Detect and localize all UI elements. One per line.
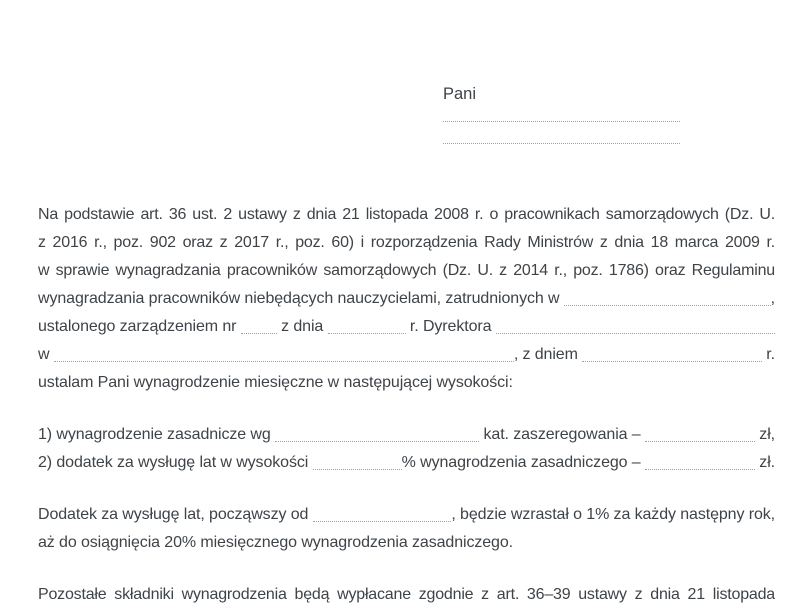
text-segment: , [770, 290, 775, 307]
fill-in-blank [582, 341, 762, 362]
text-segment: , będzie wzrastał o 1% za każdy następny rok, [451, 506, 775, 523]
text-segment: zł, [754, 426, 775, 443]
document-body [38, 201, 775, 609]
text-segment: Dodatek za wysługę lat, począwszy od [38, 506, 313, 523]
paragraph-3 [38, 501, 775, 557]
document-line [38, 341, 775, 369]
fill-in-blank [645, 421, 755, 442]
text-segment: 2) dodatek za wysługę lat w wysokości [38, 454, 313, 471]
document-line [38, 449, 775, 477]
text-segment: , z dniem [513, 346, 583, 363]
text-segment: 1) wynagrodzenie zasadnicze wg [38, 426, 276, 443]
document-line: z 2016 r., poz. 902 oraz z 2017 r., poz. 60) i rozporządzenia Rady Ministrów z dnia 18 marca 2009 r. [38, 234, 775, 251]
fill-in-blank [496, 313, 775, 334]
document-line: w sprawie wynagradzania pracowników samorządowych (Dz. U. z 2014 r., poz. 1786) oraz Regulaminu [38, 262, 775, 279]
fill-in-blank [275, 421, 479, 442]
document-line: Pozostałe składniki wynagrodzenia będą wypłacane zgodnie z art. 36–39 ustawy z dnia 21 listopada [38, 586, 775, 603]
document-line [38, 313, 775, 341]
fill-in-blank [313, 501, 452, 522]
fill-in-blank [328, 313, 406, 334]
fill-in-blank [313, 449, 402, 470]
document-line [38, 421, 775, 449]
document-line: Na podstawie art. 36 ust. 2 ustawy z dnia 21 listopada 2008 r. o pracownikach samorządowych (Dz. U. [38, 206, 775, 223]
paragraph-2 [38, 421, 775, 477]
text-segment: zł. [754, 454, 775, 471]
addressee-block [443, 84, 680, 144]
document-line: ustalam Pani wynagrodzenie miesięczne w następującej wysokości: [38, 374, 513, 391]
addressee-fill-in-line-1 [443, 104, 680, 122]
text-segment: % wynagrodzenia zasadniczego – [401, 454, 645, 471]
addressee-salutation: Pani [443, 85, 477, 103]
paragraph-1 [38, 201, 775, 397]
addressee-fill-in-line-2 [443, 122, 680, 144]
text-segment: wynagradzania pracowników niebędących nauczycielami, zatrudnionych w [38, 290, 564, 307]
text-segment: ustalonego zarządzeniem nr [38, 318, 241, 335]
text-segment: kat. zaszeregowania – [479, 426, 645, 443]
fill-in-blank [241, 313, 277, 334]
document-line: aż do osiągnięcia 20% miesięcznego wynagrodzenia zasadniczego. [38, 534, 513, 551]
document-line [38, 285, 775, 313]
text-segment: r. Dyrektora [405, 318, 496, 335]
text-segment: r. [761, 346, 775, 363]
fill-in-blank [645, 449, 755, 470]
document-line [38, 501, 775, 529]
text-segment: w [38, 346, 54, 363]
paragraph-4 [38, 581, 775, 609]
fill-in-blank [564, 285, 771, 306]
text-segment: z dnia [276, 318, 328, 335]
fill-in-blank [54, 341, 514, 362]
